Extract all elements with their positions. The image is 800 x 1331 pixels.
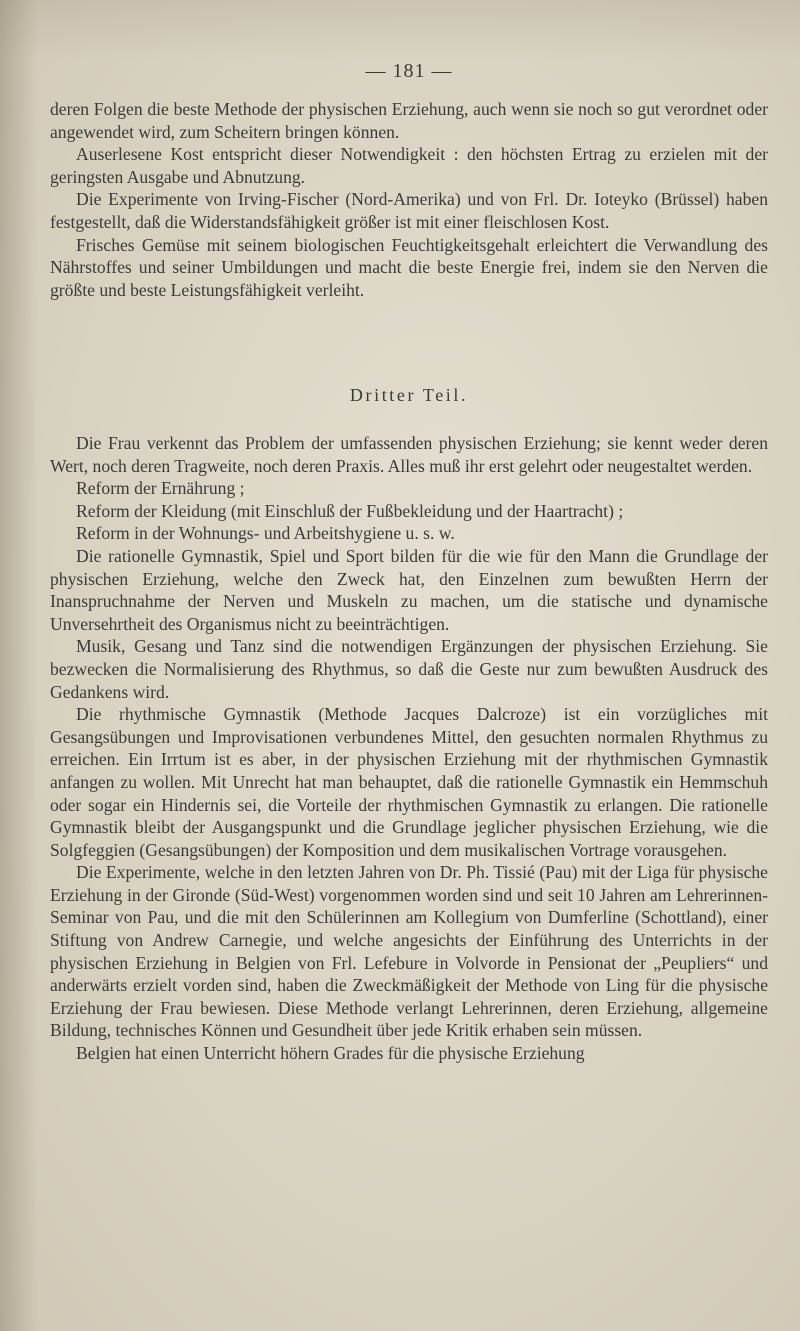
paragraph: Musik, Gesang und Tanz sind die notwendigen Ergänzungen der physischen Erziehung. Sie bezwecken die Normalisierung des Rhythmus, so daß die Geste nur zum bewußten Ausdruck des Gedankens wird.	[50, 636, 768, 702]
list-item: Reform der Kleidung (mit Einschluß der Fußbekleidung und der Haartracht) ;	[76, 500, 624, 521]
paragraph: Auserlesene Kost entspricht dieser Notwendigkeit : den höchsten Ertrag zu erzielen mit der geringsten Ausgabe und Abnutzung.	[50, 144, 768, 187]
paragraph: Die Experimente, welche in den letzten Jahren von Dr. Ph. Tissié (Pau) mit der Liga für physische Erziehung in der Gironde (Süd-West) vorgenommen worden sind und seit 10 Jahren am Lehrerinnen-Seminar von Pau, und die mit den Schülerinnen am Kollegium von Dumferline (Schottland), einer Stiftung von Andrew Carnegie, und welche angesichts der Einführung des Unterrichts in der physischen Erziehung in Belgien von Frl. Lefebure in Volvorde in Pensionat der „Peupliers“ und anderwärts erzielt vorden sind, haben die Zweckmäßigkeit der Methode von Ling für die physische Erziehung der Frau bewiesen. Diese Methode verlangt Lehrerinnen, deren Erziehung, allgemeine Bildung, technisches Können und Gesundheit über jede Kritik erhaben sein müssen.	[50, 862, 768, 1041]
section-heading: Dritter Teil.	[349, 385, 469, 405]
text-block-top	[50, 98, 768, 301]
paragraph: Frisches Gemüse mit seinem biologischen Feuchtigkeitsgehalt erleichtert die Verwandlung des Nährstoffes und seiner Umbildungen und macht die beste Energie frei, indem sie den Nerven die größte und beste Leistungsfähigkeit verleiht.	[50, 234, 768, 300]
page-number: — 181 —	[365, 60, 453, 82]
list-item: Reform in der Wohnungs- und Arbeitshygiene u. s. w.	[76, 523, 455, 544]
paragraph: Die Frau verkennt das Problem der umfassenden physischen Erziehung; sie kennt weder deren Wert, noch deren Tragweite, noch deren Praxis. Alles muß ihr erst gelehrt oder neugestaltet werden.	[50, 433, 768, 476]
paragraph: Die rhythmische Gymnastik (Methode Jacques Dalcroze) ist ein vorzügliches mit Gesangsübungen und Improvisationen verbundenes Mittel, den gesuchten normalen Rhythmus zu erreichen. Ein Irrtum ist es aber, in der physischen Erziehung mit der rhythmischen Gymnastik anfangen zu wollen. Mit Unrecht hat man behauptet, daß die rationelle Gymnastik ein Hemmschuh oder sogar ein Hindernis sei, die Vorteile der rhythmischen Gymnastik zu erlangen. Die rationelle Gymnastik bleibt der Ausgangspunkt und die Grundlage jeglicher physischen Erziehung, wie die Solgfeggien (Gesangsübungen) der Komposition und dem musikalischen Vortrage vorausgehen.	[50, 704, 768, 860]
paragraph: Die Experimente von Irving-Fischer (Nord-Amerika) und von Frl. Dr. Ioteyko (Brüssel) haben festgestellt, daß die Widerstandsfähigkeit größer ist mit einer fleischlosen Kost.	[50, 189, 768, 232]
list-item: Reform der Ernährung ;	[76, 478, 245, 499]
paragraph: Belgien hat einen Unterricht höhern Grades für die physische Erziehung	[76, 1043, 585, 1064]
text-block-main	[50, 432, 768, 1065]
paragraph-continuation: deren Folgen die beste Methode der physischen Erziehung, auch wenn sie noch so gut verordnet oder angewendet wird, zum Scheitern bringen können.	[50, 99, 768, 142]
paragraph: Die rationelle Gymnastik, Spiel und Sport bilden für die wie für den Mann die Grundlage der physischen Erziehung, welche den Zweck hat, den Einzelnen zum bewußten Herrn der Inanspruchnahme der Nerven und Muskeln zu machen, um die statische und dynamische Unversehrtheit des Organismus nicht zu beeinträchtigen.	[50, 545, 768, 634]
